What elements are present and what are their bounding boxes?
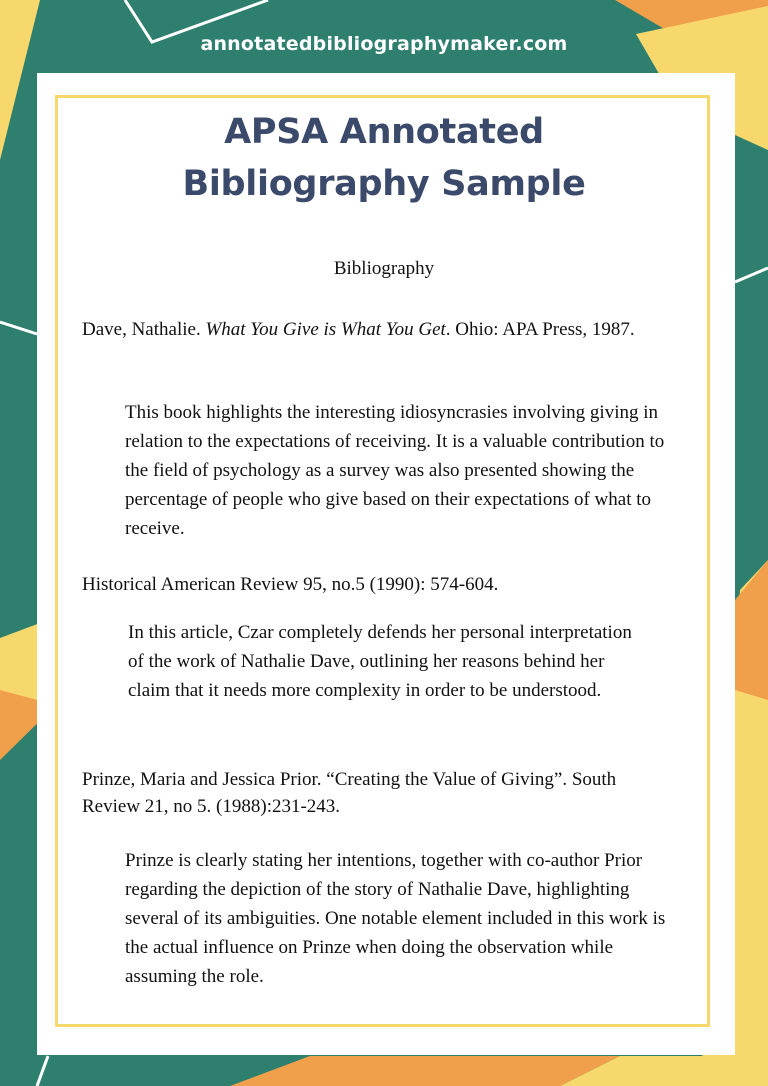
citation-3: Prinze, Maria and Jessica Prior. “Creating the Value of Giving”. South Review 21, no 5. (1988):231-243. <box>82 769 617 817</box>
section-heading: Bibliography <box>333 258 435 279</box>
citation-1-publication: . Ohio: APA Press, 1987. <box>445 319 635 340</box>
annotation-1: This book highlights the interesting idiosyncrasies involving giving in relation to the expectations of receiving. It is a valuable contribution to the field of psychology as a survey was also presented showing the percentage of people who give based on their expectations of what to receive. <box>125 402 665 539</box>
citation-1-title: What You Give is What You Get <box>205 319 446 340</box>
annotation-3: Prinze is clearly stating her intentions, together with co-author Prior regarding the depiction of the story of Nathalie Dave, highlighting several of its ambiguities. One notable element included in this work is the actual influence on Prinze when doing the observation while assuming the role. <box>125 850 666 987</box>
title-line-2: Bibliography Sample <box>182 164 586 204</box>
citation-1-author: Dave, Nathalie. <box>82 319 206 340</box>
annotation-2: In this article, Czar completely defends her personal interpretation of the work of Nathalie Dave, outlining her reasons behind her claim that it needs more complexity in order to be understood. <box>128 622 632 701</box>
page-title <box>0 106 768 210</box>
citation-2: Historical American Review 95, no.5 (1990): 574-604. <box>82 574 499 595</box>
title-line-1: APSA Annotated <box>224 112 544 152</box>
citation-1 <box>82 316 682 343</box>
site-url: annotatedbibliographymaker.com <box>200 33 568 55</box>
